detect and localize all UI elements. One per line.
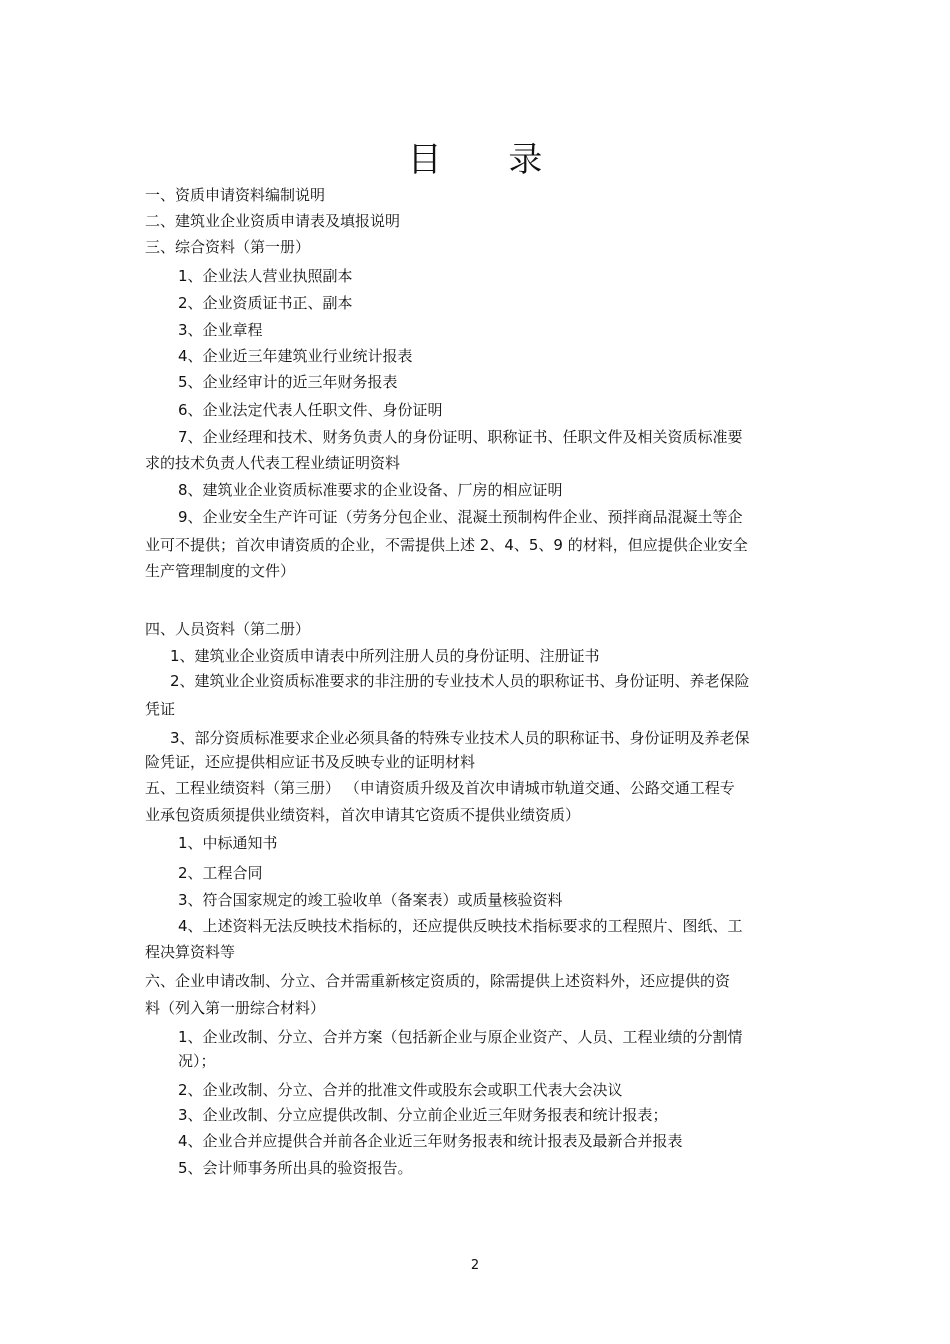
toc-line: 1、建筑业企业资质申请表中所列注册人员的身份证明、注册证书 xyxy=(170,647,600,665)
toc-line: 料（列入第一册综合材料） xyxy=(145,999,326,1017)
toc-line: 生产管理制度的文件） xyxy=(145,562,296,580)
page-number: 2 xyxy=(470,1258,480,1273)
toc-line: 程决算资料等 xyxy=(145,943,236,961)
toc-line: 2、工程合同 xyxy=(178,864,263,882)
toc-line: 6、企业法定代表人任职文件、身份证明 xyxy=(178,401,443,419)
toc-line: 4、企业合并应提供合并前各企业近三年财务报表和统计报表及最新合并报表 xyxy=(178,1132,683,1150)
toc-line: 1、企业法人营业执照副本 xyxy=(178,267,353,285)
toc-line: 一、资质申请资料编制说明 xyxy=(145,186,326,204)
toc-line: 3、部分资质标准要求企业必须具备的特殊专业技术人员的职称证书、身份证明及养老保 xyxy=(170,729,750,747)
toc-line: 3、符合国家规定的竣工验收单（备案表）或质量核验资料 xyxy=(178,891,563,909)
toc-line: 5、会计师事务所出具的验资报告。 xyxy=(178,1159,413,1177)
toc-line: 2、企业资质证书正、副本 xyxy=(178,294,353,312)
toc-line: 求的技术负责人代表工程业绩证明资料 xyxy=(145,454,401,472)
toc-line: 2、建筑业企业资质标准要求的非注册的专业技术人员的职称证书、身份证明、养老保险 xyxy=(170,672,750,690)
toc-line: 3、企业章程 xyxy=(178,321,263,339)
toc-line: 7、企业经理和技术、财务负责人的身份证明、职称证书、任职文件及相关资质标准要 xyxy=(178,428,743,446)
toc-line: 凭证 xyxy=(145,700,176,718)
toc-line: 况）； xyxy=(178,1052,216,1070)
page-title: 目 录 xyxy=(407,140,571,180)
toc-line: 三、综合资料（第一册） xyxy=(145,238,311,256)
toc-line: 2、企业改制、分立、合并的批准文件或股东会或职工代表大会决议 xyxy=(178,1081,623,1099)
toc-line: 业承包资质须提供业绩资料，首次申请其它资质不提供业绩资质） xyxy=(145,806,581,824)
toc-line: 4、企业近三年建筑业行业统计报表 xyxy=(178,347,413,365)
toc-line: 险凭证，还应提供相应证书及反映专业的证明材料 xyxy=(145,753,476,771)
toc-line: 5、企业经审计的近三年财务报表 xyxy=(178,373,398,391)
toc-line: 六、企业申请改制、分立、合并需重新核定资质的，除需提供上述资料外，还应提供的资 xyxy=(145,972,731,990)
toc-line: 业可不提供；首次申请资质的企业，不需提供上述 2、4、5、9 的材料，但应提供企业安全 xyxy=(145,536,748,554)
toc-line: 四、人员资料（第二册） xyxy=(145,620,311,638)
toc-line: 9、企业安全生产许可证（劳务分包企业、混凝土预制构件企业、预拌商品混凝土等企 xyxy=(178,508,743,526)
toc-line: 3、企业改制、分立应提供改制、分立前企业近三年财务报表和统计报表； xyxy=(178,1106,668,1124)
toc-line: 五、工程业绩资料（第三册） （申请资质升级及首次申请城市轨道交通、公路交通工程专 xyxy=(145,779,735,797)
toc-line: 二、建筑业企业资质申请表及填报说明 xyxy=(145,212,401,230)
toc-line: 4、上述资料无法反映技术指标的，还应提供反映技术指标要求的工程照片、图纸、工 xyxy=(178,917,743,935)
toc-line: 1、中标通知书 xyxy=(178,834,278,852)
toc-line: 8、建筑业企业资质标准要求的企业设备、厂房的相应证明 xyxy=(178,481,563,499)
toc-line: 1、企业改制、分立、合并方案（包括新企业与原企业资产、人员、工程业绩的分割情 xyxy=(178,1028,743,1046)
